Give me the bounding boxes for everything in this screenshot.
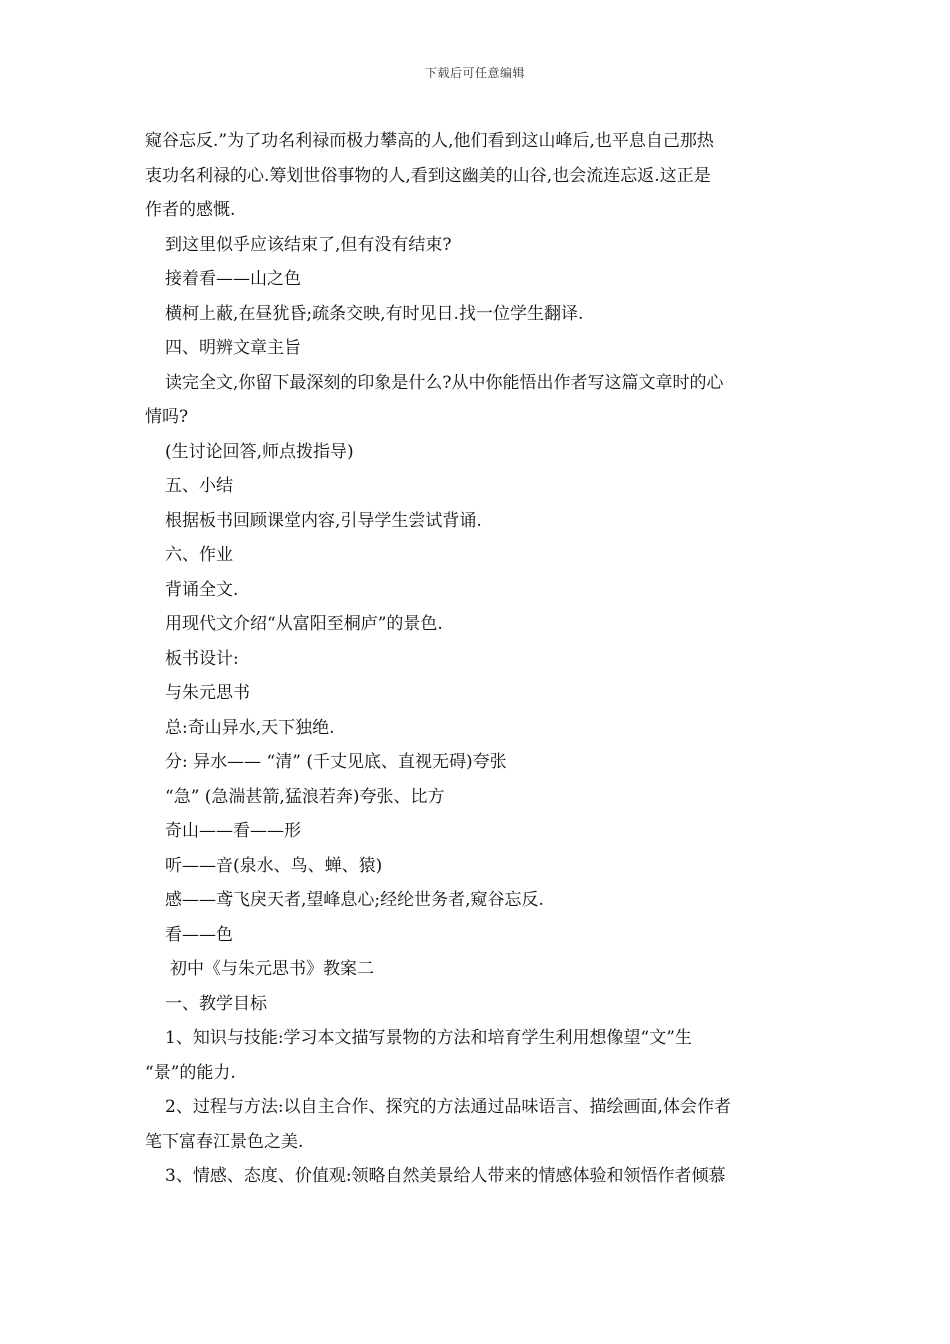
text-line: 横柯上蔽,在昼犹昏;疏条交映,有时见日.找一位学生翻译. [165,303,584,324]
text-line: 分: 异水—— “清” (千丈见底、直视无碍)夸张 [165,752,507,772]
text-line: 总:奇山异水,天下独绝. [165,717,335,738]
text-line: “急” (急湍甚箭,猛浪若奔)夸张、比方 [165,786,445,807]
text-line: “景”的能力. [145,1062,236,1083]
text-line: 一、教学目标 [165,993,267,1014]
text-line: 奇山——看——形 [165,821,301,841]
text-line: (生讨论回答,师点拨指导) [165,441,354,462]
text-line: 到这里似乎应该结束了,但有没有结束? [165,234,452,255]
text-line: 1、知识与技能:学习本文描写景物的方法和培育学生利用想像望“文”生 [165,1028,692,1048]
text-line: 窥谷忘反.”为了功名利禄而极力攀高的人,他们看到这山峰后,也平息自己那热 [145,131,714,151]
document-body [145,124,810,1194]
text-line: 接着看——山之色 [165,269,301,289]
text-line: 笔下富春江景色之美. [145,1131,304,1152]
text-line: 3、情感、态度、价值观:领略自然美景给人带来的情感体验和领悟作者倾慕 [165,1166,726,1186]
text-line: 读完全文,你留下最深刻的印象是什么?从中你能悟出作者写这篇文章时的心 [165,372,724,393]
text-line: 感——鸢飞戾天者,望峰息心;经纶世务者,窥谷忘反. [165,890,544,910]
text-line: 用现代文介绍“从富阳至桐庐”的景色. [165,614,443,634]
text-line: 五、小结 [165,476,233,496]
text-line: 看——色 [165,924,233,945]
page-header: 下载后可任意编辑 [424,66,525,80]
text-line: 听——音(泉水、鸟、蝉、猿) [165,855,383,876]
text-line: 情吗? [145,407,189,427]
text-line: 初中《与朱元思书》教案二 [170,959,374,979]
text-line: 2、过程与方法:以自主合作、探究的方法通过品味语言、描绘画面,体会作者 [165,1097,731,1117]
text-line: 与朱元思书 [165,683,250,703]
text-line: 根据板书回顾课堂内容,引导学生尝试背诵. [165,510,482,531]
text-line: 作者的感慨. [145,200,236,220]
text-line: 衷功名利禄的心.筹划世俗事物的人,看到这幽美的山谷,也会流连忘返.这正是 [145,165,711,186]
text-line: 四、明辨文章主旨 [165,338,301,358]
text-line: 六、作业 [165,545,233,565]
text-line: 板书设计: [165,648,239,669]
text-line: 背诵全文. [165,579,239,600]
